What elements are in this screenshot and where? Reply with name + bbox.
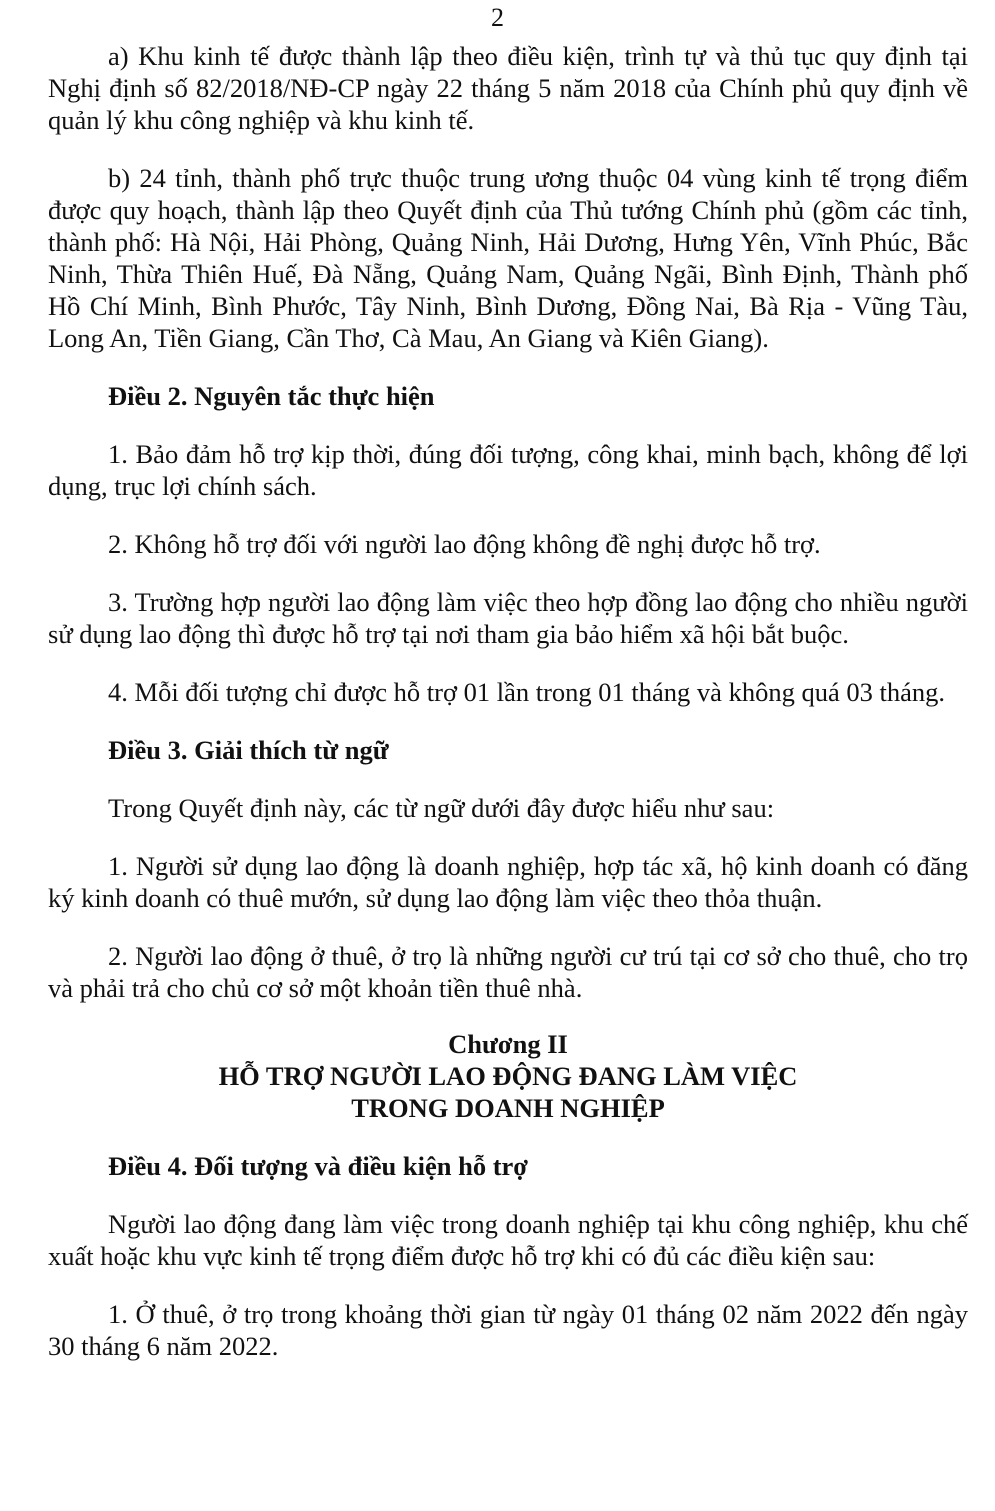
article-2-heading: Điều 2. Nguyên tắc thực hiện — [108, 381, 435, 411]
document-body — [48, 40, 968, 1362]
paragraph-clause-b: b) 24 tỉnh, thành phố trực thuộc trung ương thuộc 04 vùng kinh tế trọng điểm được quy hoạch, thành lập theo Quyết định của Thủ tướng Chính phủ (gồm các tỉnh, thành phố: Hà Nội, Hải Phòng, Quảng Ninh, Hải Dương, Hưng Yên, Vĩnh Phúc, Bắc Ninh, Thừa Thiên Huế, Đà Nẵng, Quảng Nam, Quảng Ngãi, Bình Định, Thành phố Hồ Chí Minh, Bình Phước, Tây Ninh, Bình Dương, Đồng Nai, Bà Rịa - Vũng Tàu, Long An, Tiền Giang, Cần Thơ, Cà Mau, An Giang và Kiên Giang). — [48, 163, 968, 353]
page-number: 2 — [491, 3, 504, 32]
article-3-heading: Điều 3. Giải thích từ ngữ — [108, 735, 389, 765]
article-2-item-4: 4. Mỗi đối tượng chỉ được hỗ trợ 01 lần trong 01 tháng và không quá 03 tháng. — [108, 677, 945, 707]
article-4-heading: Điều 4. Đối tượng và điều kiện hỗ trợ — [108, 1151, 528, 1181]
chapter-title-line-2: TRONG DOANH NGHIỆP — [351, 1093, 665, 1123]
chapter-heading — [48, 1028, 968, 1124]
chapter-title-line-1: HỖ TRỢ NGƯỜI LAO ĐỘNG ĐANG LÀM VIỆC — [218, 1061, 798, 1091]
article-3-item-2: 2. Người lao động ở thuê, ở trọ là những người cư trú tại cơ sở cho thuê, cho trọ và phải trả cho chủ cơ sở một khoản tiền thuê nhà. — [48, 941, 968, 1003]
paragraph-clause-a: a) Khu kinh tế được thành lập theo điều kiện, trình tự và thủ tục quy định tại Nghị định số 82/2018/NĐ-CP ngày 22 tháng 5 năm 2018 của Chính phủ quy định về quản lý khu công nghiệp và khu kinh tế. — [48, 41, 968, 135]
article-2-item-3: 3. Trường hợp người lao động làm việc theo hợp đồng lao động cho nhiều người sử dụng lao động thì được hỗ trợ tại nơi tham gia bảo hiểm xã hội bắt buộc. — [48, 587, 968, 649]
article-3-intro: Trong Quyết định này, các từ ngữ dưới đây được hiểu như sau: — [108, 793, 775, 823]
article-4-intro: Người lao động đang làm việc trong doanh nghiệp tại khu công nghiệp, khu chế xuất hoặc khu vực kinh tế trọng điểm được hỗ trợ khi có đủ các điều kiện sau: — [48, 1209, 968, 1271]
chapter-number: Chương II — [448, 1029, 568, 1059]
article-2-item-2: 2. Không hỗ trợ đối với người lao động không đề nghị được hỗ trợ. — [108, 529, 821, 559]
article-4-item-1: 1. Ở thuê, ở trọ trong khoảng thời gian từ ngày 01 tháng 02 năm 2022 đến ngày 30 tháng 6 năm 2022. — [48, 1299, 968, 1361]
article-2-item-1: 1. Bảo đảm hỗ trợ kịp thời, đúng đối tượng, công khai, minh bạch, không để lợi dụng, trục lợi chính sách. — [48, 439, 968, 501]
article-3-item-1: 1. Người sử dụng lao động là doanh nghiệp, hợp tác xã, hộ kinh doanh có đăng ký kinh doanh có thuê mướn, sử dụng lao động làm việc theo thỏa thuận. — [48, 851, 968, 913]
